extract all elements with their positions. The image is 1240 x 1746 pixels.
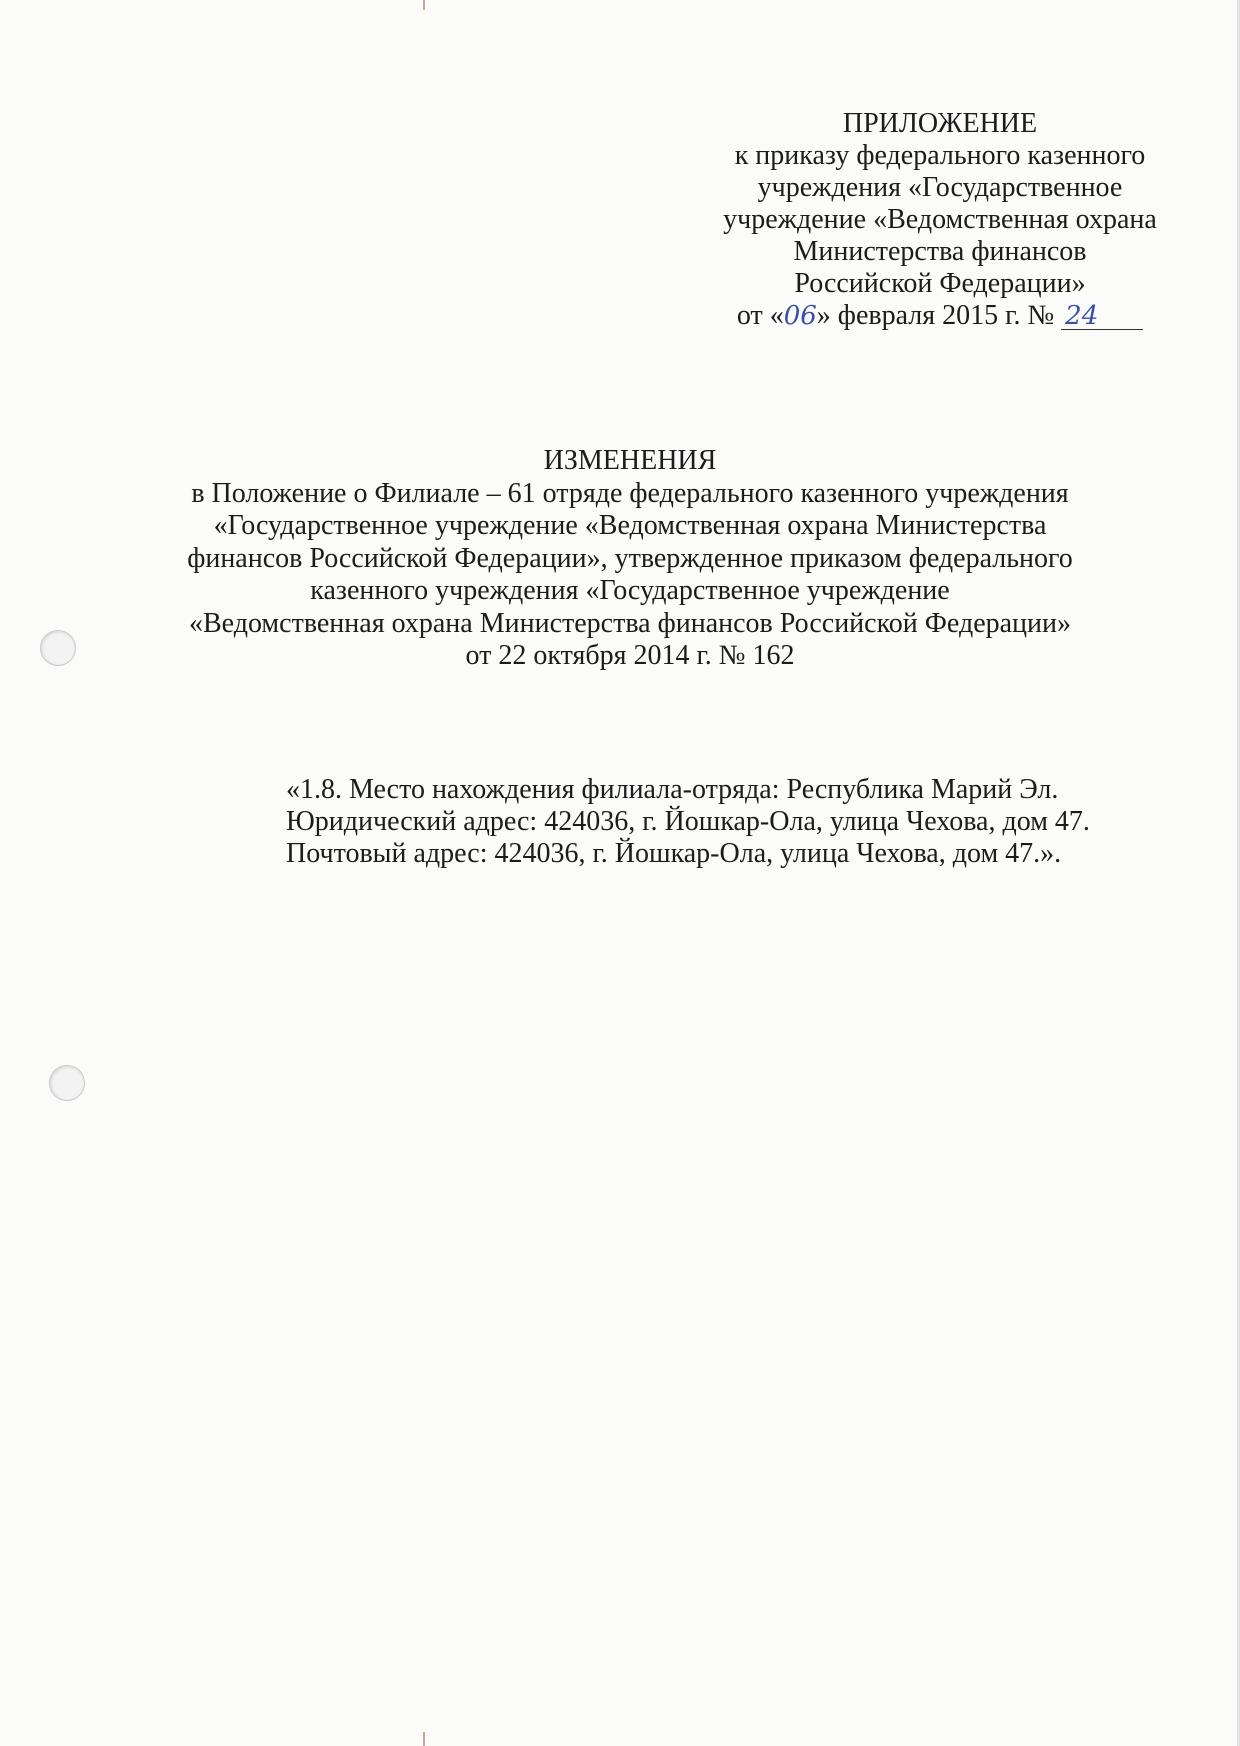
annex-date-line (690, 300, 1190, 332)
annex-line: учреждения «Государственное (757, 172, 1123, 203)
annex-line: Российской Федерации» (794, 268, 1086, 299)
handwritten-day: 06 (783, 301, 817, 331)
heading-line: казенного учреждения «Государственное учреждение (310, 575, 950, 606)
date-prefix: от « (736, 300, 784, 331)
heading-line: в Положение о Филиале – 61 отряде федерального казенного учреждения (191, 477, 1069, 509)
annex-line: Министерства финансов (793, 236, 1087, 267)
order-number-field (1061, 303, 1143, 330)
annex-line: учреждение «Ведомственная охрана (723, 204, 1157, 235)
body-line: Почтовый адрес: 424036, г. Йошкар-Ола, улица Чехова, дом 47.». (286, 838, 1062, 869)
heading-line: «Ведомственная охрана Министерства финансов Российской Федерации» (188, 607, 1071, 639)
heading-line: от 22 октября 2014 г. № 162 (465, 640, 795, 671)
scan-edge-mark-bottom (423, 1732, 425, 1746)
scan-edge-mark-top (423, 0, 425, 10)
heading-line: «Государственное учреждение «Ведомственная охрана Министерства (213, 510, 1047, 541)
annex-header (690, 108, 1190, 332)
changes-heading (130, 445, 1130, 673)
body-paragraph (286, 774, 1090, 870)
handwritten-order-number: 24 (1065, 301, 1099, 331)
annex-line: к приказу федерального казенного (734, 140, 1146, 171)
heading-title: ИЗМЕНЕНИЯ (543, 445, 717, 476)
binder-hole-icon (40, 630, 76, 666)
annex-title: ПРИЛОЖЕНИЕ (842, 108, 1038, 139)
binder-hole-icon (49, 1065, 85, 1101)
body-line: Юридический адрес: 424036, г. Йошкар-Ола, улица Чехова, дом 47. (286, 806, 1090, 837)
body-line: «1.8. Место нахождения филиала-отряда: Республика Марий Эл. (286, 774, 1059, 805)
date-suffix: » февраля 2015 г. № (816, 300, 1055, 331)
heading-line: финансов Российской Федерации», утвержденное приказом федерального (187, 542, 1073, 574)
